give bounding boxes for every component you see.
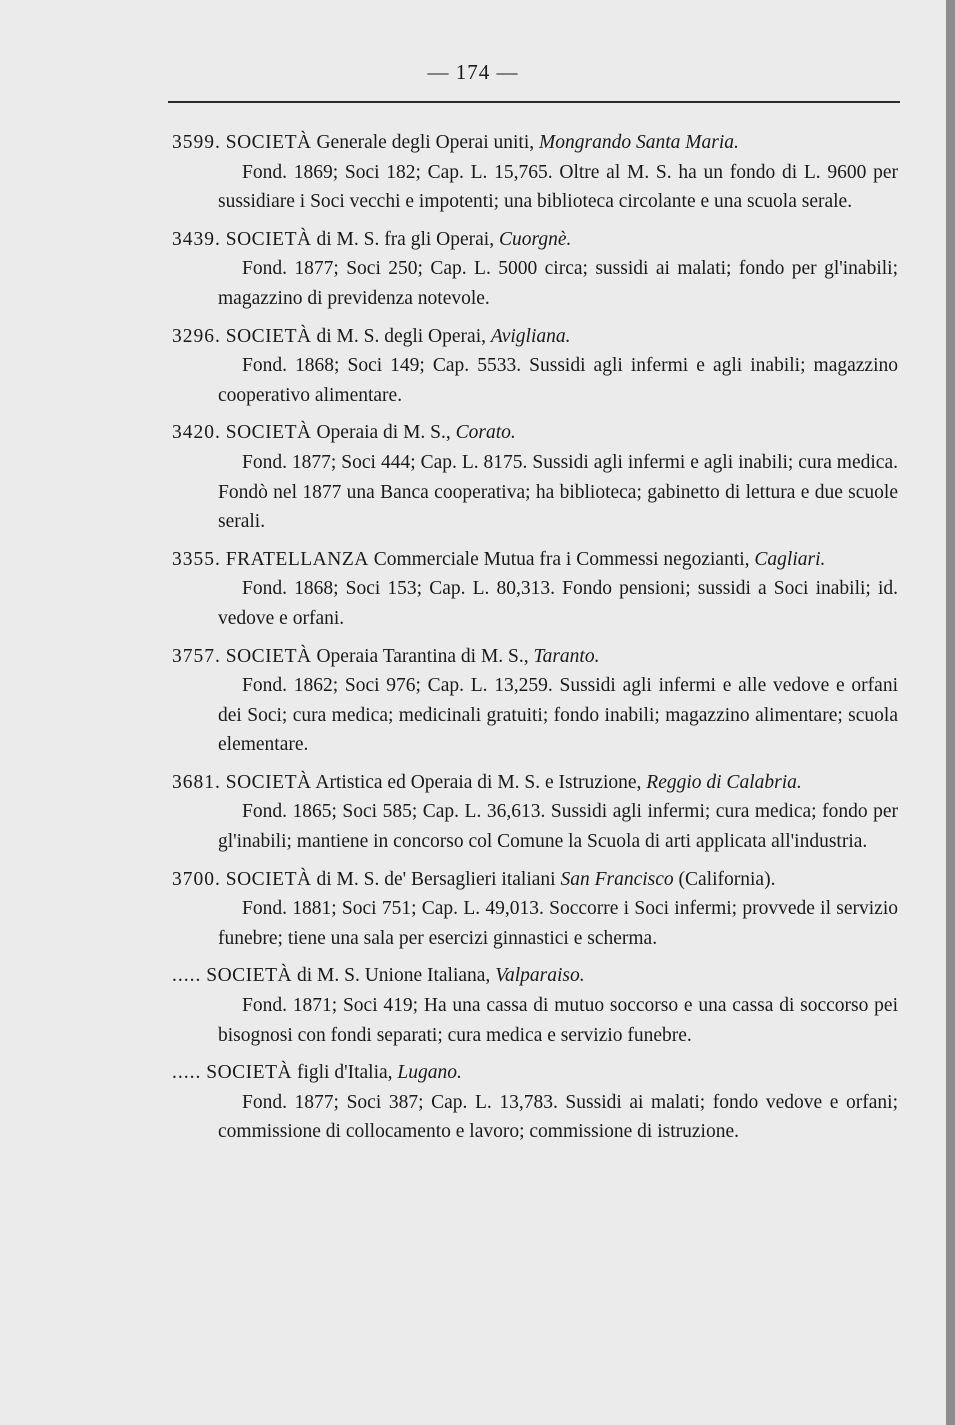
entry-details: Fond. 1868; Soci 153; Cap. L. 80,313. Fondo pensioni; sussidi a Soci inabili; id. vedove e orfani. — [218, 578, 898, 629]
entry-details: Fond. 1871; Soci 419; Ha una cassa di mutuo soccorso e una cassa di soccorso pei bisognosi con fondi separati; cura medica e servizio funebre. — [218, 995, 898, 1046]
entry — [172, 322, 898, 411]
entry-name: Generale degli Operai uniti, — [316, 132, 535, 153]
entry-number: 3599. — [172, 132, 221, 153]
entry-number: 3296. — [172, 325, 221, 347]
entry-details: Fond. 1868; Soci 149; Cap. 5533. Sussidi agli infermi e agli inabili; magazzino cooperativo alimentare. — [218, 355, 898, 406]
entry-society: FRATELLANZA — [225, 548, 369, 570]
entry-name: di M. S. de' Bersaglieri italiani — [316, 868, 556, 890]
entry-details: Fond. 1869; Soci 182; Cap. L. 15,765. Oltre al M. S. ha un fondo di L. 9600 per sussidiare i Soci vecchi e impotenti; una biblioteca circolante e una scuola serale. — [218, 161, 898, 213]
entry-name: di M. S. degli Operai, — [316, 325, 486, 347]
page-number: — 174 — — [427, 60, 519, 84]
entry-details: Fond. 1881; Soci 751; Cap. L. 49,013. Soccorre i Soci infermi; provvede il servizio funebre; tiene una sala per esercizi ginnastici e scherma. — [218, 898, 898, 949]
entry-name: Commerciale Mutua fra i Commessi negozianti, — [373, 548, 750, 570]
entry-name: Operaia di M. S., — [316, 422, 451, 444]
entry-details: Fond. 1877; Soci 444; Cap. L. 8175. Sussidi agli infermi e agli inabili; cura medica. Fondò nel 1877 una Banca cooperativa; ha biblioteca; gabinetto di lettura e due scuole serali. — [218, 451, 898, 533]
entry-number: 3757. — [172, 645, 221, 667]
entry-name: di M. S. Unione Italiana, — [296, 965, 491, 987]
entry-place: Avigliana. — [490, 325, 571, 347]
entry-name: Artistica ed Operaia di M. S. e Istruzione, — [315, 771, 642, 793]
entry-place: Valparaiso. — [495, 965, 585, 987]
entry-society: SOCIETÀ — [225, 132, 312, 153]
entry-number: ..... — [172, 1062, 202, 1084]
entry-details: Fond. 1877; Soci 387; Cap. L. 13,783. Sussidi ai malati; fondo vedove e orfani; commissione di collocamento e lavoro; commissione di istruzione. — [218, 1091, 898, 1143]
entry-society: SOCIETÀ — [225, 868, 312, 890]
entry-place-suffix: (California). — [678, 868, 776, 890]
entry-number: 3439. — [172, 228, 221, 250]
entry-society: SOCIETÀ — [225, 228, 312, 250]
entry-place: Mongrando Santa Maria. — [539, 132, 739, 153]
entry — [172, 225, 898, 314]
entry-name: figli d'Italia, — [296, 1062, 393, 1084]
entry-number: 3681. — [172, 771, 221, 793]
entry — [172, 642, 898, 760]
entry-society: SOCIETÀ — [206, 1062, 293, 1084]
entry-number: ..... — [172, 965, 202, 987]
entry — [172, 768, 898, 857]
entry-details: Fond. 1877; Soci 250; Cap. L. 5000 circa; sussidi ai malati; fondo per gl'inabili; magazzino di previdenza notevole. — [218, 258, 898, 309]
entry-details: Fond. 1865; Soci 585; Cap. L. 36,613. Sussidi agli infermi; cura medica; fondo per gl'inabili; mantiene in concorso col Comune la Scuola di arti applicata all'industria. — [218, 801, 898, 853]
entry — [172, 418, 898, 536]
entries-list — [172, 128, 898, 1155]
entry-place: Taranto. — [533, 645, 600, 667]
entry-name: di M. S. fra gli Operai, — [316, 228, 495, 250]
entry-place: Lugano. — [397, 1062, 462, 1084]
entry — [172, 1058, 898, 1147]
entry-place: Cagliari. — [754, 548, 826, 570]
entry-number: 3355. — [172, 548, 221, 570]
entry-place: Corato. — [455, 422, 516, 444]
entry-society: SOCIETÀ — [225, 771, 312, 793]
entry — [172, 128, 898, 217]
entry-society: SOCIETÀ — [206, 965, 293, 987]
entry — [172, 961, 898, 1050]
entry-place: Reggio di Calabria. — [646, 771, 802, 793]
header-rule — [168, 101, 900, 103]
entry-number: 3700. — [172, 868, 221, 890]
entry — [172, 545, 898, 634]
entry-place: San Francisco — [560, 868, 674, 890]
entry-name: Operaia Tarantina di M. S., — [316, 645, 529, 667]
entry-society: SOCIETÀ — [225, 422, 312, 444]
entry-society: SOCIETÀ — [225, 645, 312, 667]
entry-society: SOCIETÀ — [225, 325, 312, 347]
entry-place: Cuorgnè. — [498, 228, 572, 250]
entry-number: 3420. — [172, 422, 221, 444]
entry — [172, 865, 898, 954]
entry-details: Fond. 1862; Soci 976; Cap. L. 13,259. Sussidi agli infermi e alle vedove e orfani dei Soci; cura medica; medicinali gratuiti; fondo inabili; magazzino alimentare; scuola elementare. — [218, 675, 898, 756]
